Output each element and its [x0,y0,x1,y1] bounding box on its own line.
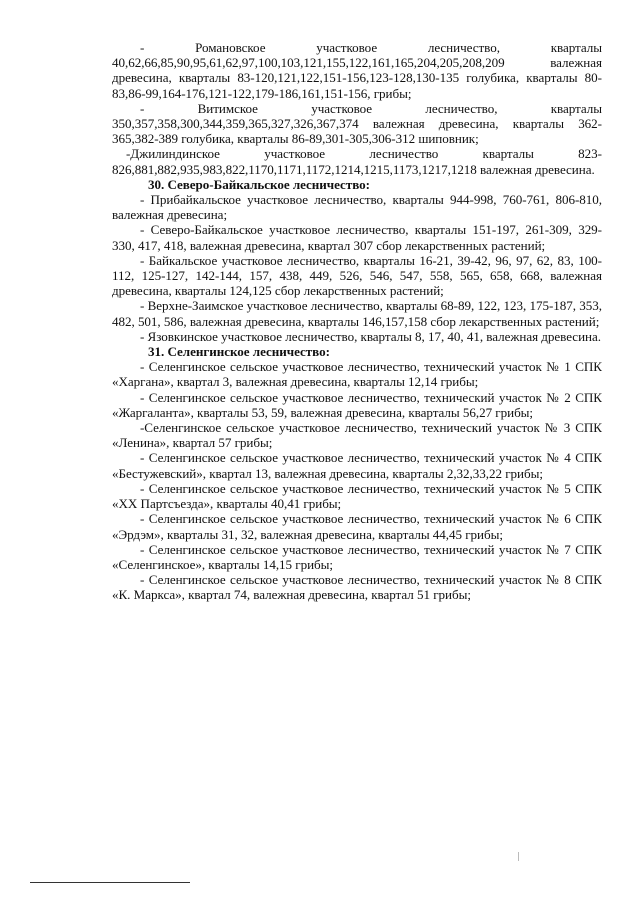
paragraph-dzhilindinskoe: -Джилиндинское участковое лесничество кварталы 823-826,881,882,935,983,822,1170,1171,1172,1214,1215,1173,1217,1218 валежная древесина. [112,146,602,177]
section-heading-31: 31. Селенгинское лесничество: [148,344,330,360]
paragraph-selenga-uchastok-5: - Селенгинское сельское участковое лесничество, технический участок № 5 СПК «XX Партсъезда», кварталы 40,41 грибы; [112,480,602,512]
paragraph-selenga-uchastok-3: -Селенгинское сельское участковое лесничество, технический участок № 3 СПК «Ленина», квартал 57 грибы; [112,420,602,451]
footnote-separator-line [30,882,190,883]
paragraph-selenga-uchastok-6: - Селенгинское сельское участковое лесничество, технический участок № 6 СПК «Эрдэм», кварталы 31, 32, валежная древесина, кварталы 44,45 грибы; [112,511,602,542]
paragraph-verkhne-zaimskoe: - Верхне-Заимское участковое лесничество, кварталы 68-89, 122, 123, 175-187, 353, 482, 501, 586, валежная древесина, кварталы 146,157,158 сбор лекарственных растений; [112,298,602,329]
paragraph-vitimskoe: - Витимское участковое лесничество, кварталы 350,357,358,300,344,359,365,327,326,367,374 валежная древесина, кварталы 362-365,382-389 голубика, кварталы 86-89,301-305,306-312 шиповник; [112,100,602,147]
paragraph-selenga-uchastok-8: - Селенгинское сельское участковое лесничество, технический участок № 8 СПК «К. Маркса», квартал 74, валежная древесина, квартал 51 грибы; [112,572,602,603]
paragraph-pribaikalskoe: - Прибайкальское участковое лесничество, кварталы 944-998, 760-761, 806-810, валежная древесина; [112,192,602,223]
scan-speck [518,852,519,861]
paragraph-romanovskoe: - Романовское участковое лесничество, кварталы 40,62,66,85,90,95,61,62,97,100,103,121,155,122,161,165,204,205,208,209 валежная древесина, кварталы 83-120,121,122,151-156,123-128,130-135 голубика, кварталы 80-83,86-99,164-176,121-122,179-186,161,151-156, грибы; [112,40,602,101]
paragraph-severo-baikalskoe: - Северо-Байкальское участковое лесничество, кварталы 151-197, 261-309, 329-330, 417, 418, валежная древесина, квартал 307 сбор лекарственных растений; [112,222,602,253]
paragraph-yazovkinskoe: - Язовкинское участковое лесничество, кварталы 8, 17, 40, 41, валежная древесина. [140,328,601,344]
paragraph-selenga-uchastok-7: - Селенгинское сельское участковое лесничество, технический участок № 7 СПК «Селенгинское», кварталы 14,15 грибы; [112,541,602,572]
section-heading-30: 30. Северо-Байкальское лесничество: [148,176,370,192]
paragraph-baikalskoe: - Байкальское участковое лесничество, кварталы 16-21, 39-42, 96, 97, 62, 83, 100-112, 125-127, 142-144, 157, 438, 449, 526, 546, 547, 558, 565, 658, 668, валежная древесина, кварталы 124,125 сбор лекарственных растений; [112,252,602,299]
paragraph-selenga-uchastok-4: - Селенгинское сельское участковое лесничество, технический участок № 4 СПК «Бестужевский», квартал 13, валежная древесина, кварталы 2,32,33,22 грибы; [112,450,602,481]
document-body [112,40,602,603]
paragraph-selenga-uchastok-2: - Селенгинское сельское участковое лесничество, технический участок № 2 СПК «Жаргаланта», кварталы 53, 59, валежная древесина, кварталы 56,27 грибы; [112,389,602,420]
paragraph-selenga-uchastok-1: - Селенгинское сельское участковое лесничество, технический участок № 1 СПК «Харгана», квартал 3, валежная древесина, кварталы 12,14 грибы; [112,359,602,390]
